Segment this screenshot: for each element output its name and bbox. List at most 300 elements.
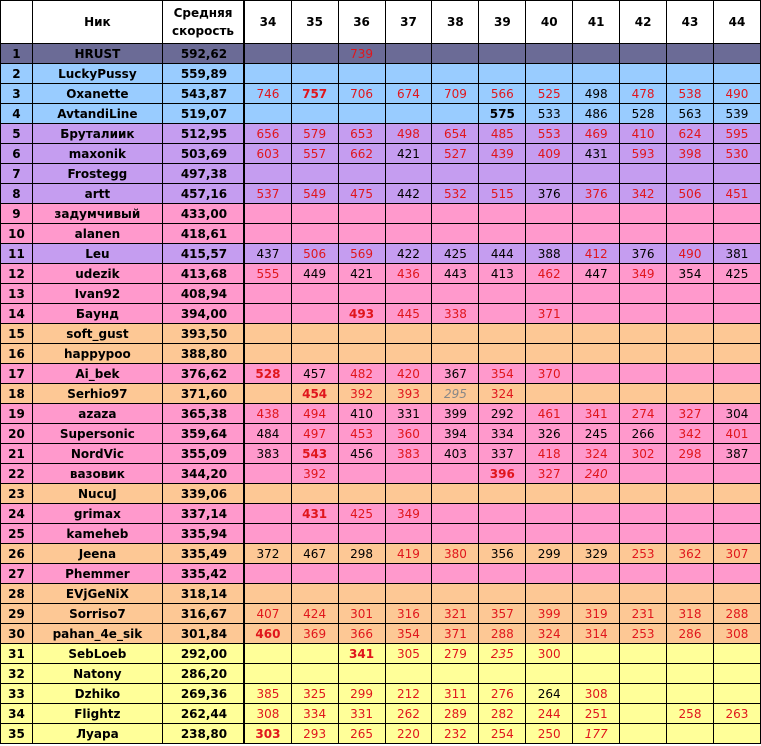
header-avg-speed-line2: скорость [172, 24, 235, 38]
race-value-cell [713, 64, 760, 84]
race-value-cell: 425 [713, 264, 760, 284]
race-value-cell [667, 524, 714, 544]
race-value-cell: 709 [432, 84, 479, 104]
avg-speed-cell: 355,09 [162, 444, 244, 464]
race-value-cell [573, 584, 620, 604]
nick-cell: kameheb [32, 524, 162, 544]
race-value-cell: 482 [338, 364, 385, 384]
race-value-cell: 593 [620, 144, 667, 164]
race-value-cell: 263 [713, 704, 760, 724]
rank-cell: 32 [1, 664, 33, 684]
race-value-cell [713, 44, 760, 64]
race-value-cell [526, 324, 573, 344]
race-value-cell: 326 [526, 424, 573, 444]
race-value-cell: 304 [713, 404, 760, 424]
header-col-40[interactable]: 40 [526, 1, 573, 44]
race-value-cell: 431 [573, 144, 620, 164]
race-value-cell: 498 [573, 84, 620, 104]
race-value-cell [526, 664, 573, 684]
table-row[interactable] [1, 164, 761, 184]
avg-speed-cell: 335,42 [162, 564, 244, 584]
race-value-cell: 439 [479, 144, 526, 164]
race-value-cell: 286 [667, 624, 714, 644]
race-value-cell: 533 [526, 104, 573, 124]
race-value-cell [620, 724, 667, 744]
race-value-cell: 410 [338, 404, 385, 424]
nick-cell: Ivan92 [32, 284, 162, 304]
race-value-cell [479, 64, 526, 84]
race-value-cell: 316 [385, 604, 432, 624]
race-value-cell: 276 [479, 684, 526, 704]
table-row[interactable] [1, 284, 761, 304]
avg-speed-cell: 413,68 [162, 264, 244, 284]
table-row[interactable] [1, 424, 761, 444]
race-value-cell: 331 [338, 704, 385, 724]
header-avg-speed[interactable] [162, 1, 244, 44]
avg-speed-cell: 337,14 [162, 504, 244, 524]
race-value-cell: 299 [526, 544, 573, 564]
race-value-cell: 410 [620, 124, 667, 144]
race-value-cell: 549 [291, 184, 338, 204]
table-row[interactable] [1, 564, 761, 584]
avg-speed-cell: 344,20 [162, 464, 244, 484]
table-row[interactable] [1, 584, 761, 604]
race-value-cell [479, 324, 526, 344]
table-row[interactable] [1, 644, 761, 664]
header-col-43[interactable]: 43 [667, 1, 714, 44]
avg-speed-cell: 433,00 [162, 204, 244, 224]
race-value-cell: 530 [713, 144, 760, 164]
rank-cell: 11 [1, 244, 33, 264]
race-value-cell [713, 284, 760, 304]
race-value-cell: 371 [432, 624, 479, 644]
race-value-cell: 453 [338, 424, 385, 444]
table-row[interactable] [1, 364, 761, 384]
race-value-cell [385, 564, 432, 584]
race-value-cell: 354 [479, 364, 526, 384]
race-value-cell [713, 584, 760, 604]
race-value-cell: 527 [432, 144, 479, 164]
race-value-cell: 412 [573, 244, 620, 264]
avg-speed-cell: 371,60 [162, 384, 244, 404]
race-value-cell [291, 44, 338, 64]
table-row[interactable] [1, 404, 761, 424]
table-row[interactable] [1, 664, 761, 684]
table-row[interactable] [1, 344, 761, 364]
avg-speed-cell: 457,16 [162, 184, 244, 204]
race-value-cell: 579 [291, 124, 338, 144]
race-value-cell: 490 [713, 84, 760, 104]
nick-cell: happypoo [32, 344, 162, 364]
race-value-cell [338, 584, 385, 604]
race-value-cell: 525 [526, 84, 573, 104]
race-value-cell [338, 464, 385, 484]
header-col-38[interactable]: 38 [432, 1, 479, 44]
table-row[interactable] [1, 124, 761, 144]
table-row[interactable] [1, 684, 761, 704]
race-value-cell [338, 104, 385, 124]
race-value-cell: 262 [385, 704, 432, 724]
table-row[interactable] [1, 44, 761, 64]
header-row [1, 1, 761, 44]
race-value-cell: 746 [244, 84, 291, 104]
nick-cell: Sorriso7 [32, 604, 162, 624]
race-value-cell: 349 [620, 264, 667, 284]
race-value-cell [573, 564, 620, 584]
race-value-cell [713, 344, 760, 364]
race-value-cell: 240 [573, 464, 620, 484]
race-value-cell: 311 [432, 684, 479, 704]
race-value-cell: 289 [432, 704, 479, 724]
race-value-cell [479, 204, 526, 224]
avg-speed-cell: 301,84 [162, 624, 244, 644]
race-value-cell: 444 [479, 244, 526, 264]
avg-speed-cell: 365,38 [162, 404, 244, 424]
header-col-37[interactable]: 37 [385, 1, 432, 44]
race-value-cell: 563 [667, 104, 714, 124]
race-value-cell [385, 204, 432, 224]
nick-cell: Ai_bek [32, 364, 162, 384]
race-value-cell: 662 [338, 144, 385, 164]
race-value-cell [667, 324, 714, 344]
table-row[interactable] [1, 484, 761, 504]
race-value-cell: 399 [526, 604, 573, 624]
header-num [1, 1, 33, 44]
avg-speed-cell: 359,64 [162, 424, 244, 444]
race-value-cell [291, 644, 338, 664]
race-value-cell [667, 204, 714, 224]
race-value-cell: 292 [479, 404, 526, 424]
race-value-cell: 443 [432, 264, 479, 284]
rank-cell: 14 [1, 304, 33, 324]
avg-speed-cell: 335,94 [162, 524, 244, 544]
race-value-cell: 235 [479, 644, 526, 664]
table-row[interactable] [1, 64, 761, 84]
race-value-cell [713, 564, 760, 584]
nick-cell: maxonik [32, 144, 162, 164]
avg-speed-cell: 388,80 [162, 344, 244, 364]
race-value-cell: 308 [244, 704, 291, 724]
race-value-cell: 338 [432, 304, 479, 324]
race-value-cell: 425 [338, 504, 385, 524]
rank-cell: 16 [1, 344, 33, 364]
race-value-cell: 258 [667, 704, 714, 724]
avg-speed-cell: 408,94 [162, 284, 244, 304]
race-value-cell: 366 [338, 624, 385, 644]
race-value-cell [573, 164, 620, 184]
race-value-cell: 403 [432, 444, 479, 464]
race-value-cell: 394 [432, 424, 479, 444]
race-value-cell [432, 284, 479, 304]
race-value-cell: 303 [244, 724, 291, 744]
race-value-cell: 421 [385, 144, 432, 164]
table-row[interactable] [1, 304, 761, 324]
table-row[interactable] [1, 384, 761, 404]
race-value-cell: 506 [291, 244, 338, 264]
header-col-39[interactable]: 39 [479, 1, 526, 44]
nick-cell: Phemmer [32, 564, 162, 584]
race-value-cell [479, 504, 526, 524]
race-value-cell: 314 [573, 624, 620, 644]
race-value-cell [573, 324, 620, 344]
race-value-cell [244, 44, 291, 64]
avg-speed-cell: 238,80 [162, 724, 244, 744]
rank-cell: 29 [1, 604, 33, 624]
race-value-cell: 413 [479, 264, 526, 284]
table-row[interactable] [1, 104, 761, 124]
race-value-cell: 232 [432, 724, 479, 744]
race-value-cell: 528 [244, 364, 291, 384]
race-value-cell: 360 [385, 424, 432, 444]
race-value-cell [244, 564, 291, 584]
race-value-cell [291, 484, 338, 504]
race-value-cell [526, 564, 573, 584]
table-row[interactable] [1, 624, 761, 644]
table-row[interactable] [1, 84, 761, 104]
nick-cell: Баунд [32, 304, 162, 324]
race-value-cell: 381 [713, 244, 760, 264]
race-value-cell [620, 304, 667, 324]
race-value-cell [526, 524, 573, 544]
race-value-cell [713, 324, 760, 344]
race-value-cell: 293 [291, 724, 338, 744]
race-value-cell [244, 64, 291, 84]
header-nick[interactable]: Ник [32, 1, 162, 44]
race-value-cell [620, 704, 667, 724]
avg-speed-cell: 292,00 [162, 644, 244, 664]
avg-speed-cell: 415,57 [162, 244, 244, 264]
header-col-35[interactable]: 35 [291, 1, 338, 44]
race-value-cell [432, 204, 479, 224]
header-col-41[interactable]: 41 [573, 1, 620, 44]
table-row[interactable] [1, 244, 761, 264]
race-value-cell [338, 64, 385, 84]
table-row[interactable] [1, 464, 761, 484]
race-value-cell [338, 564, 385, 584]
table-row[interactable] [1, 544, 761, 564]
race-value-cell: 451 [713, 184, 760, 204]
rank-cell: 35 [1, 724, 33, 744]
race-value-cell [479, 44, 526, 64]
race-value-cell: 603 [244, 144, 291, 164]
race-value-cell [620, 284, 667, 304]
rank-cell: 33 [1, 684, 33, 704]
race-value-cell: 566 [479, 84, 526, 104]
race-value-cell [620, 664, 667, 684]
race-value-cell [432, 224, 479, 244]
race-value-cell: 431 [291, 504, 338, 524]
race-value-cell [667, 464, 714, 484]
race-value-cell [479, 164, 526, 184]
race-value-cell: 515 [479, 184, 526, 204]
race-value-cell [291, 224, 338, 244]
avg-speed-cell: 497,38 [162, 164, 244, 184]
table-row[interactable] [1, 704, 761, 724]
race-value-cell [432, 464, 479, 484]
table-row[interactable] [1, 444, 761, 464]
race-value-cell [385, 664, 432, 684]
race-value-cell: 575 [479, 104, 526, 124]
race-value-cell: 393 [385, 384, 432, 404]
race-value-cell: 543 [291, 444, 338, 464]
race-value-cell [244, 224, 291, 244]
race-value-cell [338, 164, 385, 184]
race-value-cell [526, 584, 573, 604]
table-row[interactable] [1, 144, 761, 164]
rank-cell: 20 [1, 424, 33, 444]
race-value-cell [244, 504, 291, 524]
race-value-cell: 254 [479, 724, 526, 744]
avg-speed-cell: 262,44 [162, 704, 244, 724]
race-value-cell: 656 [244, 124, 291, 144]
rank-cell: 27 [1, 564, 33, 584]
race-value-cell [667, 44, 714, 64]
race-value-cell: 569 [338, 244, 385, 264]
avg-speed-cell: 318,14 [162, 584, 244, 604]
race-value-cell: 354 [667, 264, 714, 284]
race-value-cell [291, 524, 338, 544]
avg-speed-cell: 393,50 [162, 324, 244, 344]
race-value-cell [620, 464, 667, 484]
table-row[interactable] [1, 184, 761, 204]
race-value-cell: 325 [291, 684, 338, 704]
header-col-44[interactable]: 44 [713, 1, 760, 44]
race-value-cell: 418 [526, 444, 573, 464]
race-value-cell [713, 364, 760, 384]
avg-speed-cell: 559,89 [162, 64, 244, 84]
race-value-cell [432, 564, 479, 584]
race-value-cell [573, 304, 620, 324]
race-value-cell: 370 [526, 364, 573, 384]
avg-speed-cell: 592,62 [162, 44, 244, 64]
race-value-cell: 383 [244, 444, 291, 464]
race-value-cell [620, 564, 667, 584]
race-value-cell: 485 [479, 124, 526, 144]
header-col-36[interactable]: 36 [338, 1, 385, 44]
race-value-cell: 288 [479, 624, 526, 644]
race-value-cell: 654 [432, 124, 479, 144]
race-value-cell: 177 [573, 724, 620, 744]
nick-cell: Луара [32, 724, 162, 744]
nick-cell: EVjGeNiX [32, 584, 162, 604]
race-value-cell [385, 164, 432, 184]
race-value-cell [667, 384, 714, 404]
table-row[interactable] [1, 724, 761, 744]
table-row[interactable] [1, 204, 761, 224]
race-value-cell [573, 664, 620, 684]
race-value-cell: 362 [667, 544, 714, 564]
race-value-cell: 475 [338, 184, 385, 204]
race-value-cell [432, 324, 479, 344]
race-value-cell: 457 [291, 364, 338, 384]
table-row[interactable] [1, 324, 761, 344]
race-value-cell [713, 684, 760, 704]
race-value-cell: 331 [385, 404, 432, 424]
race-value-cell [573, 44, 620, 64]
table-row[interactable] [1, 264, 761, 284]
race-value-cell [713, 384, 760, 404]
rank-cell: 34 [1, 704, 33, 724]
table-row[interactable] [1, 224, 761, 244]
nick-cell: Dzhiko [32, 684, 162, 704]
race-value-cell: 324 [573, 444, 620, 464]
race-value-cell: 302 [620, 444, 667, 464]
avg-speed-cell: 316,67 [162, 604, 244, 624]
race-value-cell: 498 [385, 124, 432, 144]
rank-cell: 19 [1, 404, 33, 424]
race-value-cell [291, 324, 338, 344]
nick-cell: AvtandiLine [32, 104, 162, 124]
race-value-cell: 421 [338, 264, 385, 284]
race-value-cell [479, 524, 526, 544]
race-value-cell: 334 [291, 704, 338, 724]
race-value-cell [667, 64, 714, 84]
race-value-cell [244, 584, 291, 604]
race-value-cell [620, 224, 667, 244]
race-value-cell [291, 664, 338, 684]
race-value-cell [291, 584, 338, 604]
race-value-cell: 445 [385, 304, 432, 324]
rank-cell: 5 [1, 124, 33, 144]
avg-speed-cell: 335,49 [162, 544, 244, 564]
race-value-cell [667, 364, 714, 384]
race-value-cell [667, 684, 714, 704]
race-value-cell: 674 [385, 84, 432, 104]
race-value-cell: 407 [244, 604, 291, 624]
nick-cell: Jeena [32, 544, 162, 564]
race-value-cell [291, 64, 338, 84]
rank-cell: 18 [1, 384, 33, 404]
avg-speed-cell: 503,69 [162, 144, 244, 164]
race-value-cell [479, 224, 526, 244]
race-value-cell [526, 344, 573, 364]
race-value-cell: 264 [526, 684, 573, 704]
table-row[interactable] [1, 604, 761, 624]
race-value-cell [385, 224, 432, 244]
race-value-cell: 497 [291, 424, 338, 444]
race-value-cell: 454 [291, 384, 338, 404]
avg-speed-cell: 339,06 [162, 484, 244, 504]
race-value-cell [667, 344, 714, 364]
avg-speed-cell: 512,95 [162, 124, 244, 144]
race-value-cell: 398 [667, 144, 714, 164]
header-col-34[interactable]: 34 [244, 1, 291, 44]
race-value-cell: 253 [620, 544, 667, 564]
race-value-cell: 449 [291, 264, 338, 284]
race-value-cell: 274 [620, 404, 667, 424]
race-value-cell [432, 484, 479, 504]
table-row[interactable] [1, 504, 761, 524]
race-value-cell: 494 [291, 404, 338, 424]
rank-cell: 3 [1, 84, 33, 104]
race-value-cell [244, 284, 291, 304]
rank-cell: 30 [1, 624, 33, 644]
header-col-42[interactable]: 42 [620, 1, 667, 44]
race-value-cell: 321 [432, 604, 479, 624]
race-value-cell [620, 384, 667, 404]
race-value-cell [432, 664, 479, 684]
race-value-cell [573, 224, 620, 244]
rank-cell: 9 [1, 204, 33, 224]
race-value-cell [713, 524, 760, 544]
race-value-cell [385, 324, 432, 344]
rank-cell: 15 [1, 324, 33, 344]
race-value-cell [667, 164, 714, 184]
race-value-cell: 553 [526, 124, 573, 144]
race-value-cell: 506 [667, 184, 714, 204]
table-row[interactable] [1, 524, 761, 544]
header-avg-speed-line1: Средняя [173, 6, 233, 20]
